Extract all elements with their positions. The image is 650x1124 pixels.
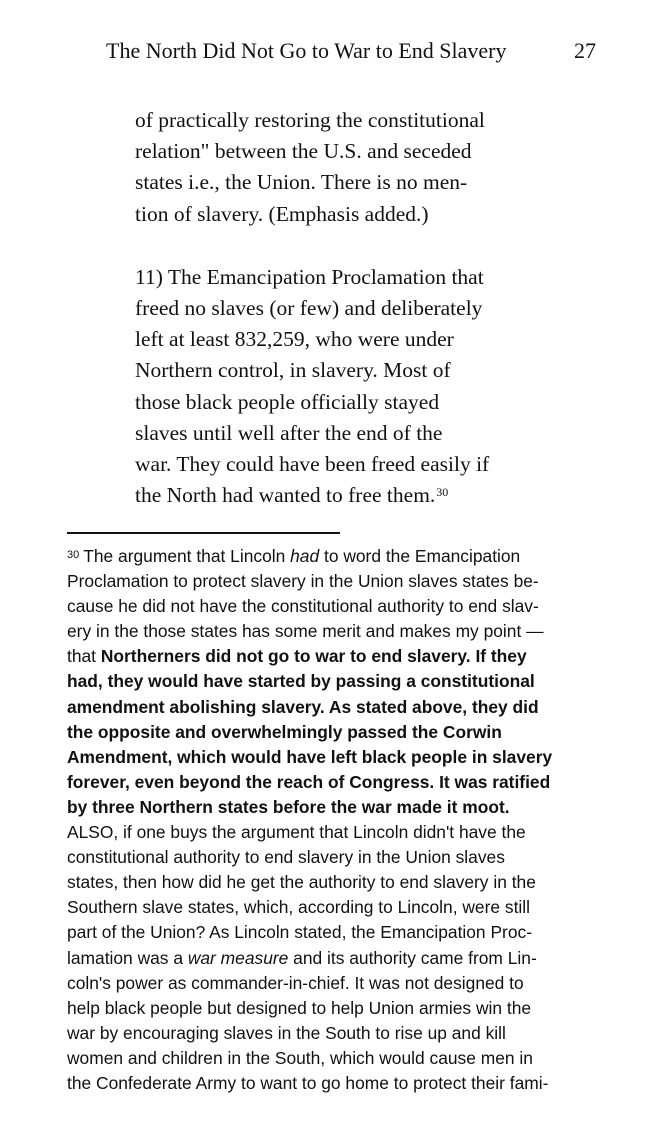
- footnote-line: women and children in the South, which would cause men in: [67, 1047, 533, 1068]
- footnote-text: The argument that Lincoln: [83, 546, 291, 566]
- footnote-text: and its authority came from Lin-: [288, 947, 537, 968]
- page-number: 27: [574, 38, 596, 63]
- footnote-bold-line: had, they would have started by passing a constitutional: [67, 671, 535, 692]
- footnote-bold-line: by three Northern states before the war made it moot.: [67, 796, 510, 817]
- footnote-bold-line: forever, even beyond the reach of Congress. It was ratified: [67, 771, 551, 792]
- paragraph-gap: [135, 230, 555, 262]
- footnote-bold-text: Northerners did not go to war to end slavery. If they: [100, 646, 527, 667]
- text-line: Northern control, in slavery. Most of: [135, 358, 451, 383]
- text-line: relation" between the U.S. and seceded: [135, 139, 472, 164]
- footnote-reference[interactable]: 30: [436, 485, 449, 500]
- text-line: freed no slaves (or few) and deliberately: [135, 295, 483, 320]
- footnote-text: lamation was a: [67, 947, 188, 968]
- footnote-separator: [67, 532, 340, 534]
- text-line-content: the North had wanted to free them.: [135, 483, 436, 508]
- text-line: left at least 832,259, who were under: [135, 327, 454, 352]
- footnote-bold-line: amendment abolishing slavery. As stated above, they did: [67, 696, 539, 717]
- footnote-bold-line: the opposite and overwhelmingly passed the Corwin: [67, 721, 502, 742]
- footnote-line: war by encouraging slaves in the South to rise up and kill: [67, 1022, 506, 1043]
- footnote-number: 30: [67, 549, 80, 561]
- footnote-text: that: [67, 646, 101, 667]
- footnote-emphasis: had: [290, 546, 320, 566]
- running-header: [0, 38, 650, 68]
- footnote-line: the Confederate Army to want to go home to protect their fami-: [67, 1072, 549, 1093]
- footnote-line: [67, 644, 607, 669]
- footnote-30: [67, 544, 607, 1096]
- running-title: The North Did Not Go to War to End Slavery: [106, 38, 507, 63]
- footnote-line: ALSO, if one buys the argument that Lincoln didn't have the: [67, 822, 526, 843]
- text-line: [135, 480, 555, 511]
- footnote-line: Southern slave states, which, according to Lincoln, were still: [67, 897, 531, 918]
- footnote-bold-line: Amendment, which would have left black people in slavery: [67, 746, 553, 767]
- footnote-line: cause he did not have the constitutional authority to end slav-: [67, 596, 539, 617]
- footnote-line: help black people but designed to help Union armies win the: [67, 997, 532, 1018]
- body-text: [135, 105, 555, 511]
- text-line: of practically restoring the constitutional: [135, 108, 485, 132]
- footnote-line: coln's power as commander-in-chief. It was not designed to: [67, 972, 524, 993]
- paragraph-item-11: [135, 262, 555, 512]
- paragraph-continuation: [135, 105, 555, 230]
- footnote-line: states, then how did he get the authority to end slavery in the: [67, 872, 536, 893]
- text-line: states i.e., the Union. There is no men-: [135, 170, 468, 195]
- footnote-line: ery in the those states has some merit and makes my point —: [67, 621, 544, 642]
- footnote-emphasis: war measure: [187, 947, 289, 968]
- footnote-line: part of the Union? As Lincoln stated, the Emancipation Proc-: [67, 922, 532, 943]
- footnote-text: to word the Emancipation: [319, 546, 521, 566]
- text-line: 11) The Emancipation Proclamation that: [135, 264, 484, 289]
- text-line: those black people officially stayed: [135, 389, 440, 414]
- text-line: slaves until well after the end of the: [135, 420, 443, 445]
- footnote-line: [67, 946, 607, 971]
- footnote-line: [67, 544, 607, 569]
- footnote-line: constitutional authority to end slavery in the Union slaves: [67, 847, 505, 868]
- text-line: tion of slavery. (Emphasis added.): [135, 201, 429, 226]
- footnote-line: Proclamation to protect slavery in the Union slaves states be-: [67, 571, 539, 592]
- text-line: war. They could have been freed easily if: [135, 451, 490, 476]
